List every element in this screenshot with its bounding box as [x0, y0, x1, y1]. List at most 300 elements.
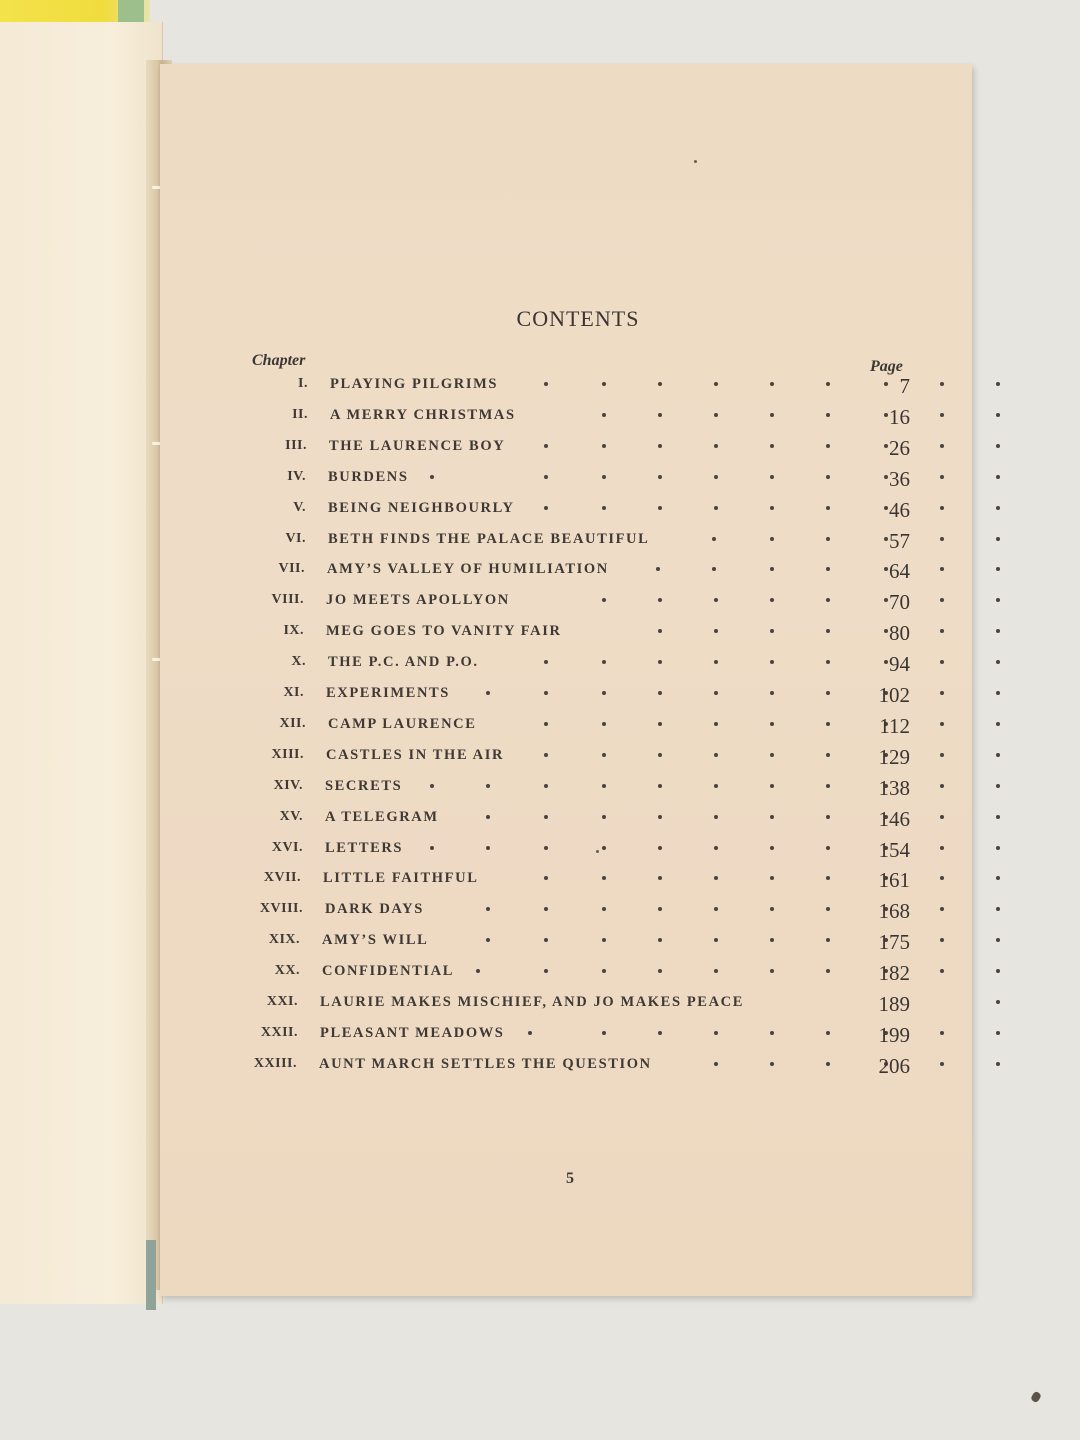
dot-leader — [374, 436, 674, 456]
leader-dot — [996, 969, 1000, 973]
page-reference: 161 — [878, 868, 910, 893]
page-reference: 80 — [889, 621, 910, 646]
leader-dot — [996, 846, 1000, 850]
leader-dot — [714, 413, 718, 417]
page-title: CONTENTS — [516, 306, 640, 331]
toc-entry — [160, 1021, 972, 1049]
paper-speck — [694, 160, 697, 163]
page-reference: 64 — [889, 559, 910, 584]
dot-leader — [374, 714, 674, 734]
chapter-title: CASTLES IN THE AIR — [326, 746, 505, 763]
leader-dot — [940, 907, 944, 911]
leader-dot — [826, 598, 830, 602]
chapter-title: CAMP LAURENCE — [328, 715, 477, 732]
leader-dot — [602, 444, 606, 448]
leader-dot — [940, 691, 944, 695]
leader-dot — [826, 567, 830, 571]
leader-dot — [658, 753, 662, 757]
toc-entry — [160, 557, 972, 585]
leader-dot — [884, 413, 888, 417]
page-column-header: Page — [870, 358, 903, 375]
leader-dot — [658, 629, 662, 633]
page-reference: 154 — [878, 837, 910, 862]
paper-speck — [596, 850, 599, 853]
chapter-number: XI. — [283, 685, 304, 700]
dot-leader — [374, 745, 674, 765]
chapter-number: XIV. — [273, 777, 303, 793]
leader-dot — [544, 815, 548, 819]
leader-dot — [826, 475, 830, 479]
chapter-title: BETH FINDS THE PALACE BEAUTIFUL — [328, 530, 650, 547]
leader-dot — [602, 1031, 606, 1035]
leader-dot — [658, 846, 662, 850]
dot-leader — [374, 374, 674, 394]
leader-dot — [996, 567, 1000, 571]
toc-entry — [160, 805, 972, 833]
leader-dot — [770, 598, 774, 602]
leader-dot — [770, 722, 774, 726]
leader-dot — [996, 753, 1000, 757]
leader-dot — [602, 815, 606, 819]
leader-dot — [602, 938, 606, 942]
chapter-number: XIX. — [268, 932, 300, 948]
leader-dot — [714, 506, 718, 510]
leader-dot — [884, 660, 888, 664]
chapter-title: LITTLE FAITHFUL — [323, 870, 479, 887]
leader-dot — [714, 660, 718, 664]
leader-dot — [996, 691, 1000, 695]
leader-dot — [770, 444, 774, 448]
toc-entry — [160, 403, 972, 431]
chapter-number: XII. — [279, 715, 306, 731]
leader-dot — [770, 1031, 774, 1035]
dot-leader — [374, 899, 674, 919]
leader-dot — [602, 506, 606, 510]
chapter-number: IV. — [287, 468, 306, 484]
chapter-number: V. — [293, 499, 306, 515]
page-reference: 206 — [878, 1053, 910, 1078]
dot-leader — [374, 1054, 674, 1074]
table-of-contents — [160, 64, 972, 1296]
toc-entry — [160, 650, 972, 678]
leader-dot — [884, 382, 888, 386]
dot-leader — [374, 868, 674, 888]
chapter-number: XXI. — [266, 994, 298, 1009]
leader-dot — [996, 938, 1000, 942]
leader-dot — [714, 475, 718, 479]
leader-dot — [544, 969, 548, 973]
leader-dot — [712, 567, 716, 571]
leader-dot — [940, 784, 944, 788]
toc-entry — [160, 434, 972, 462]
leader-dot — [714, 969, 718, 973]
chapter-title: EXPERIMENTS — [326, 685, 450, 701]
leader-dot — [486, 784, 490, 788]
leader-dot — [602, 876, 606, 880]
spine-edge — [146, 1240, 156, 1310]
dot-leader — [374, 683, 674, 703]
leader-dot — [826, 938, 830, 942]
leader-dot — [826, 629, 830, 633]
page-reference: 7 — [899, 374, 910, 398]
leader-dot — [658, 444, 662, 448]
chapter-title: BEING NEIGHBOURLY — [328, 499, 515, 516]
leader-dot — [658, 413, 662, 417]
leader-dot — [826, 506, 830, 510]
left-page — [0, 22, 163, 1304]
leader-dot — [528, 1031, 532, 1035]
dot-leader — [374, 559, 674, 579]
leader-dot — [996, 598, 1000, 602]
leader-dot — [544, 382, 548, 386]
leader-dot — [996, 629, 1000, 633]
leader-dot — [996, 475, 1000, 479]
chapter-number: XV. — [279, 808, 303, 824]
chapter-title: LAURIE MAKES MISCHIEF, AND JO MAKES PEACE — [320, 994, 744, 1010]
page-reference: 182 — [878, 961, 910, 986]
leader-dot — [544, 722, 548, 726]
leader-dot — [658, 691, 662, 695]
leader-dot — [658, 660, 662, 664]
leader-dot — [826, 846, 830, 850]
leader-dot — [770, 475, 774, 479]
chapter-title: LETTERS — [325, 839, 404, 856]
leader-dot — [770, 629, 774, 633]
page-reference: 70 — [889, 590, 910, 615]
dot-leader — [374, 776, 674, 796]
leader-dot — [714, 938, 718, 942]
page-reference: 102 — [878, 683, 910, 707]
leader-dot — [544, 876, 548, 880]
toc-entry — [160, 897, 972, 925]
leader-dot — [770, 691, 774, 695]
toc-entry — [160, 372, 972, 400]
leader-dot — [996, 722, 1000, 726]
leader-dot — [940, 567, 944, 571]
page-reference: 46 — [889, 497, 910, 522]
leader-dot — [714, 815, 718, 819]
leader-dot — [712, 537, 716, 541]
leader-dot — [826, 722, 830, 726]
chapter-number: I. — [298, 376, 308, 391]
dot-leader — [374, 498, 674, 518]
page-reference: 129 — [878, 744, 910, 769]
chapter-title: PLAYING PILGRIMS — [330, 376, 499, 392]
leader-dot — [996, 876, 1000, 880]
leader-dot — [826, 691, 830, 695]
page-reference: 138 — [878, 775, 910, 800]
chapter-title: THE LAURENCE BOY — [329, 437, 506, 454]
leader-dot — [486, 907, 490, 911]
leader-dot — [770, 784, 774, 788]
leader-dot — [602, 660, 606, 664]
toc-entry — [160, 496, 972, 524]
leader-dot — [602, 691, 606, 695]
leader-dot — [940, 475, 944, 479]
leader-dot — [770, 938, 774, 942]
leader-dot — [826, 815, 830, 819]
dot-leader — [374, 807, 674, 827]
leader-dot — [714, 907, 718, 911]
chapter-column-header: Chapter — [252, 352, 306, 369]
leader-dot — [884, 537, 888, 541]
leader-dot — [940, 876, 944, 880]
toc-entry — [160, 743, 972, 771]
chapter-number: IX. — [283, 623, 304, 639]
leader-dot — [826, 784, 830, 788]
toc-entry — [160, 928, 972, 956]
leader-dot — [544, 444, 548, 448]
leader-dot — [714, 691, 718, 695]
leader-dot — [602, 846, 606, 850]
chapter-number: XXII. — [260, 1024, 298, 1040]
leader-dot — [770, 846, 774, 850]
leader-dot — [884, 475, 888, 479]
page-reference: 57 — [889, 528, 910, 553]
leader-dot — [602, 382, 606, 386]
surface-speck — [1030, 1391, 1042, 1404]
leader-dot — [826, 413, 830, 417]
dot-leader — [374, 529, 674, 549]
page-reference: 168 — [878, 899, 910, 924]
leader-dot — [996, 815, 1000, 819]
leader-dot — [940, 413, 944, 417]
leader-dot — [770, 753, 774, 757]
page-number: 5 — [566, 1170, 574, 1187]
leader-dot — [996, 413, 1000, 417]
leader-dot — [940, 846, 944, 850]
chapter-title: A TELEGRAM — [325, 808, 439, 825]
toc-entry — [160, 959, 972, 987]
leader-dot — [826, 444, 830, 448]
leader-dot — [940, 1062, 944, 1066]
leader-dot — [940, 753, 944, 757]
leader-dot — [884, 506, 888, 510]
leader-dot — [476, 969, 480, 973]
leader-dot — [826, 660, 830, 664]
toc-entry — [160, 681, 972, 709]
leader-dot — [658, 598, 662, 602]
leader-dot — [544, 691, 548, 695]
toc-entry — [160, 712, 972, 740]
toc-entry — [160, 866, 972, 894]
leader-dot — [826, 382, 830, 386]
leader-dot — [658, 722, 662, 726]
leader-dot — [714, 722, 718, 726]
page-reference: 199 — [878, 1022, 910, 1047]
leader-dot — [940, 969, 944, 973]
leader-dot — [770, 413, 774, 417]
leader-dot — [884, 567, 888, 571]
page-reference: 175 — [878, 930, 910, 955]
leader-dot — [826, 537, 830, 541]
leader-dot — [544, 506, 548, 510]
leader-dot — [826, 1031, 830, 1035]
leader-dot — [714, 382, 718, 386]
chapter-title: MEG GOES TO VANITY FAIR — [326, 623, 562, 640]
leader-dot — [940, 444, 944, 448]
dot-leader — [374, 838, 674, 858]
leader-dot — [940, 722, 944, 726]
page-reference: 16 — [889, 404, 910, 429]
chapter-number: XVII. — [263, 870, 301, 886]
dot-leader — [374, 590, 674, 610]
leader-dot — [714, 876, 718, 880]
contents-page — [160, 64, 972, 1296]
dot-leader — [374, 992, 674, 1012]
chapter-number: VII. — [278, 561, 305, 577]
leader-dot — [714, 1031, 718, 1035]
chapter-number: XVI. — [271, 839, 303, 855]
leader-dot — [996, 444, 1000, 448]
leader-dot — [658, 475, 662, 479]
page-reference: 26 — [889, 435, 910, 460]
page-reference: 146 — [878, 806, 910, 831]
leader-dot — [658, 969, 662, 973]
chapter-title: DARK DAYS — [325, 901, 424, 918]
page-reference: 94 — [889, 652, 910, 677]
leader-dot — [940, 815, 944, 819]
leader-dot — [602, 969, 606, 973]
leader-dot — [602, 722, 606, 726]
leader-dot — [714, 846, 718, 850]
leader-dot — [770, 567, 774, 571]
leader-dot — [940, 1031, 944, 1035]
leader-dot — [826, 907, 830, 911]
leader-dot — [544, 846, 548, 850]
leader-dot — [544, 907, 548, 911]
chapter-number: VIII. — [271, 592, 304, 608]
chapter-number: XX. — [274, 963, 300, 979]
leader-dot — [770, 1062, 774, 1066]
leader-dot — [486, 938, 490, 942]
toc-entry — [160, 990, 972, 1018]
leader-dot — [826, 876, 830, 880]
leader-dot — [996, 537, 1000, 541]
toc-entry — [160, 527, 972, 555]
leader-dot — [940, 629, 944, 633]
leader-dot — [430, 784, 434, 788]
leader-dot — [430, 846, 434, 850]
leader-dot — [486, 815, 490, 819]
leader-dot — [658, 876, 662, 880]
leader-dot — [486, 846, 490, 850]
leader-dot — [996, 1000, 1000, 1004]
chapter-number: X. — [291, 654, 306, 670]
toc-entry — [160, 774, 972, 802]
toc-entry — [160, 836, 972, 864]
leader-dot — [770, 815, 774, 819]
leader-dot — [430, 475, 434, 479]
chapter-number: II. — [292, 406, 308, 422]
toc-entry — [160, 465, 972, 493]
chapter-number: XIII. — [271, 746, 304, 762]
leader-dot — [714, 784, 718, 788]
leader-dot — [544, 784, 548, 788]
leader-dot — [826, 753, 830, 757]
leader-dot — [544, 753, 548, 757]
dot-leader — [374, 930, 674, 950]
leader-dot — [940, 938, 944, 942]
chapter-title: SECRETS — [325, 777, 403, 794]
leader-dot — [658, 815, 662, 819]
leader-dot — [602, 784, 606, 788]
leader-dot — [770, 506, 774, 510]
chapter-title: THE P.C. AND P.O. — [328, 654, 479, 671]
leader-dot — [940, 382, 944, 386]
leader-dot — [770, 660, 774, 664]
leader-dot — [884, 598, 888, 602]
chapter-title: BURDENS — [328, 468, 409, 485]
leader-dot — [658, 506, 662, 510]
chapter-title: AUNT MARCH SETTLES THE QUESTION — [319, 1055, 652, 1072]
leader-dot — [544, 938, 548, 942]
leader-dot — [940, 537, 944, 541]
dot-leader — [374, 1023, 674, 1043]
page-reference: 112 — [879, 713, 910, 738]
leader-dot — [996, 1031, 1000, 1035]
chapter-number: XVIII. — [259, 901, 303, 917]
chapter-number: XXIII. — [253, 1055, 297, 1071]
leader-dot — [826, 969, 830, 973]
leader-dot — [770, 876, 774, 880]
leader-dot — [714, 753, 718, 757]
dot-leader — [374, 961, 674, 981]
leader-dot — [996, 1062, 1000, 1066]
chapter-title: AMY’S VALLEY OF HUMILIATION — [327, 561, 609, 578]
toc-entry — [160, 619, 972, 647]
leader-dot — [770, 537, 774, 541]
leader-dot — [602, 598, 606, 602]
chapter-title: A MERRY CHRISTMAS — [330, 406, 516, 423]
leader-dot — [940, 660, 944, 664]
chapter-title: AMY’S WILL — [322, 932, 429, 949]
leader-dot — [714, 1062, 718, 1066]
leader-dot — [658, 784, 662, 788]
leader-dot — [544, 660, 548, 664]
chapter-title: CONFIDENTIAL — [322, 963, 454, 980]
leader-dot — [996, 784, 1000, 788]
leader-dot — [658, 382, 662, 386]
leader-dot — [656, 567, 660, 571]
leader-dot — [658, 907, 662, 911]
page-reference: 36 — [889, 466, 910, 491]
leader-dot — [940, 598, 944, 602]
chapter-number: III. — [285, 437, 307, 453]
page-reference: 189 — [878, 992, 910, 1016]
dot-leader — [374, 467, 674, 487]
toc-entry — [160, 1052, 972, 1080]
leader-dot — [996, 907, 1000, 911]
leader-dot — [770, 969, 774, 973]
leader-dot — [544, 475, 548, 479]
leader-dot — [996, 382, 1000, 386]
dot-leader — [374, 405, 674, 425]
leader-dot — [714, 598, 718, 602]
leader-dot — [658, 938, 662, 942]
leader-dot — [486, 691, 490, 695]
leader-dot — [602, 413, 606, 417]
leader-dot — [770, 382, 774, 386]
leader-dot — [884, 629, 888, 633]
toc-entry — [160, 588, 972, 616]
leader-dot — [770, 907, 774, 911]
leader-dot — [714, 444, 718, 448]
leader-dot — [602, 475, 606, 479]
leader-dot — [602, 907, 606, 911]
dot-leader — [374, 621, 674, 641]
leader-dot — [658, 1031, 662, 1035]
